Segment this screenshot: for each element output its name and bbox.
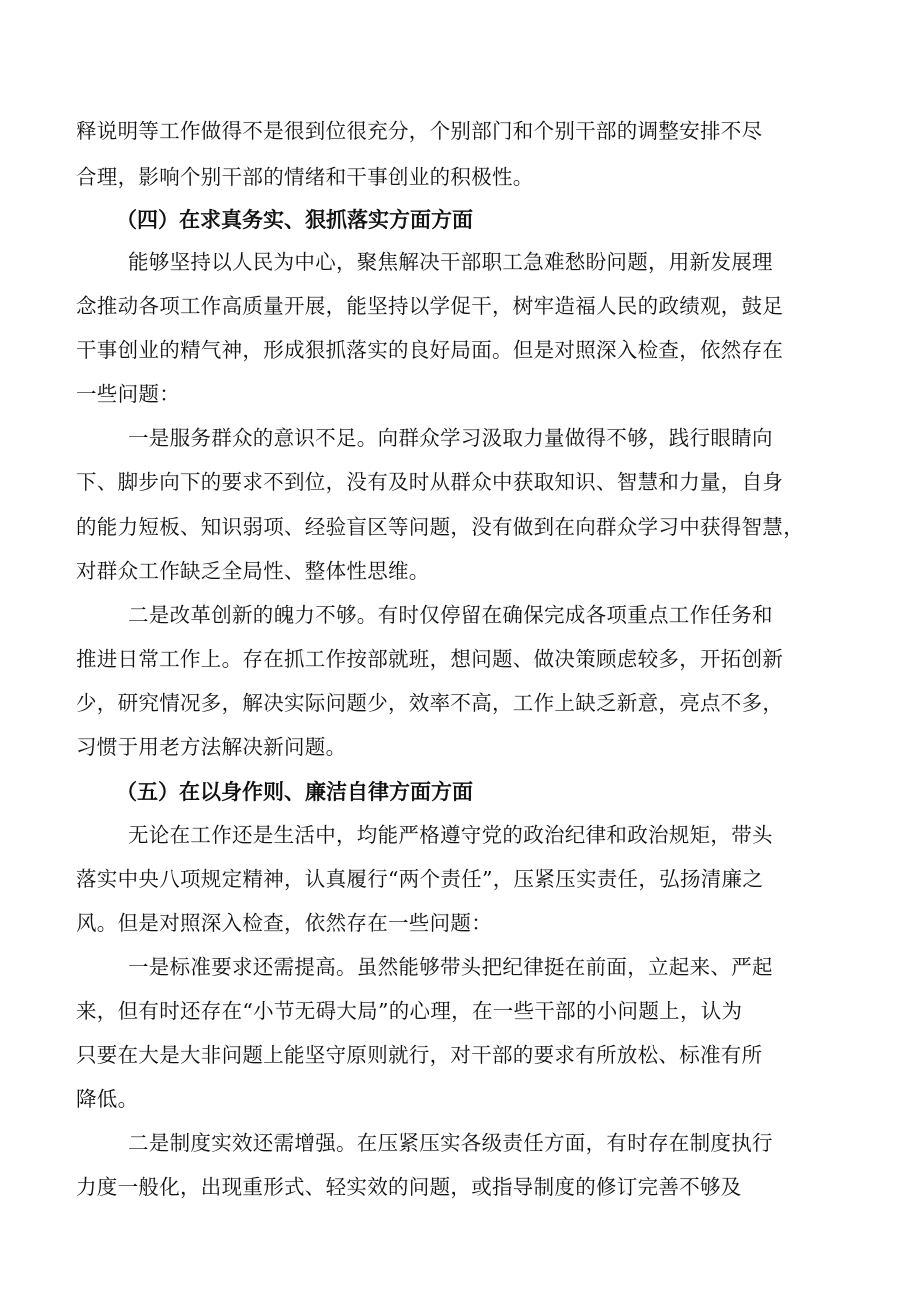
text-line: 风。但是对照深入检查，依然存在一些问题： xyxy=(76,911,492,935)
text-line: 无论在工作还是生活中，均能严格遵守党的政治纪律和政治规矩，带头 xyxy=(128,823,773,847)
text-line: 少，研究情况多，解决实际问题少，效率不高，工作上缺乏新意，亮点不多， xyxy=(76,691,784,715)
text-line: 来，但有时还存在“小节无碍大局”的心理，在一些干部的小问题上，认为 xyxy=(76,999,743,1023)
text-line: 一是服务群众的意识不足。向群众学习汲取力量做得不够，践行眼睛向 xyxy=(128,426,773,450)
text-line: 念推动各项工作高质量开展，能坚持以学促干，树牢造福人民的政绩观，鼓足 xyxy=(76,294,784,318)
text-line: 能够坚持以人民为中心，聚焦解决干部职工急难愁盼问题，用新发展理 xyxy=(128,250,773,274)
text-line: 释说明等工作做得不是很到位很充分，个别部门和个别干部的调整安排不尽 xyxy=(76,119,763,143)
text-line: 力度一般化，出现重形式、轻实效的问题，或指导制度的修订完善不够及 xyxy=(76,1175,742,1199)
section-heading-5: （五）在以身作则、廉洁自律方面方面 xyxy=(116,780,473,804)
text-line: 降低。 xyxy=(76,1087,139,1111)
text-line: 的能力短板、知识弱项、经验盲区等问题，没有做到在向群众学习中获得智慧， xyxy=(76,515,804,539)
text-line: 一些问题： xyxy=(76,382,180,406)
text-line: 对群众工作缺乏全局性、整体性思维。 xyxy=(76,559,430,583)
text-line: 合理，影响个别干部的情绪和干事创业的积极性。 xyxy=(76,165,534,189)
text-line: 推进日常工作上。存在抓工作按部就班，想问题、做决策顾虑较多，开拓创新 xyxy=(76,647,784,671)
text-line: 落实中央八项规定精神，认真履行“两个责任”，压紧压实责任，弘扬清廉之 xyxy=(76,867,764,891)
text-line: 习惯于用老方法解决新问题。 xyxy=(76,735,347,759)
text-line: 一是标准要求还需提高。虽然能够带头把纪律挺在前面，立起来、严起 xyxy=(128,955,773,979)
text-line: 只要在大是大非问题上能坚守原则就行，对干部的要求有所放松、标准有所 xyxy=(76,1043,763,1067)
text-line: 干事创业的精气神，形成狠抓落实的良好局面。但是对照深入检查，依然存在 xyxy=(76,338,784,362)
text-line: 下、脚步向下的要求不到位，没有及时从群众中获取知识、智慧和力量，自身 xyxy=(76,470,784,494)
section-heading-4: （四）在求真务实、狠抓落实方面方面 xyxy=(116,208,473,232)
text-line: 二是制度实效还需增强。在压紧压实各级责任方面，有时存在制度执行 xyxy=(128,1131,773,1155)
text-line: 二是改革创新的魄力不够。有时仅停留在确保完成各项重点工作任务和 xyxy=(128,603,773,627)
